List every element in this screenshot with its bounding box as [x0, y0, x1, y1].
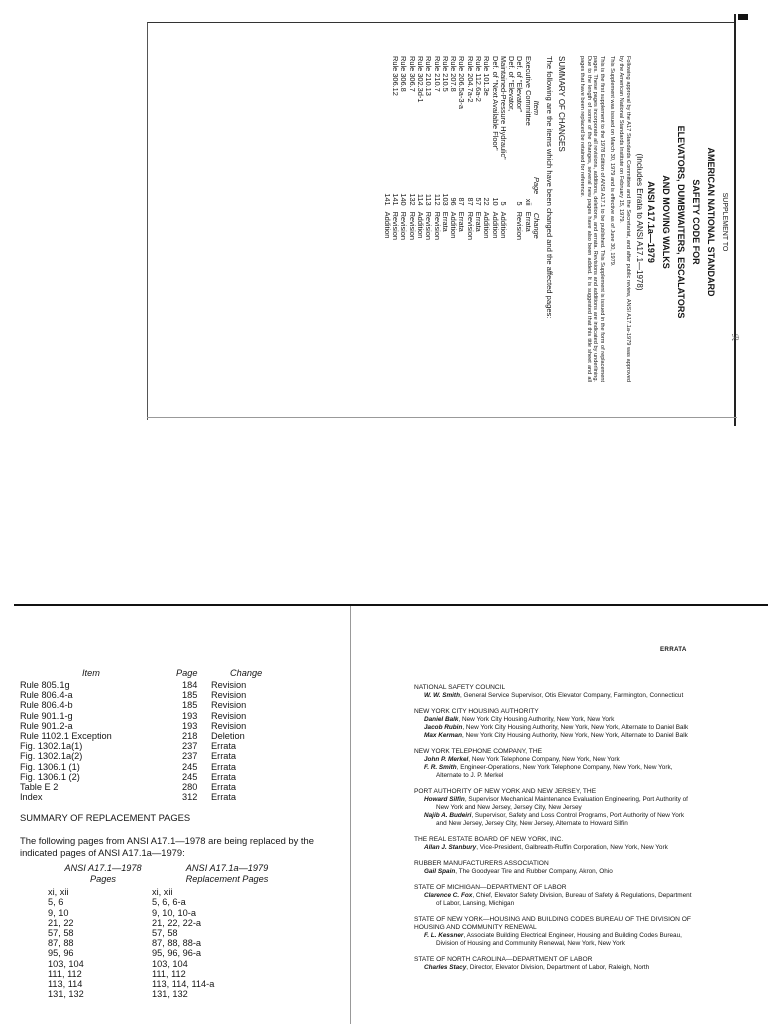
old-pages-cell: 111, 112: [48, 968, 82, 979]
item-cell: Maintained-Pressure Hydraulic": [498, 56, 508, 160]
old-pages-cell: 5, 6: [48, 897, 64, 908]
replacement-list: [20, 887, 350, 999]
list-item: [20, 897, 350, 907]
change-cell: Addition: [382, 211, 392, 239]
item-cell: Rule 210.7: [432, 56, 442, 92]
member-detail: , Associate Building Electrical Engineer, Housing and Building Codes Bureau, Division of Housing and Community Renewal, New York, New York: [436, 932, 682, 947]
organization-name: THE REAL ESTATE BOARD OF NEW YORK, INC.: [414, 836, 564, 843]
list-item: [20, 792, 350, 802]
item-cell: Index: [20, 792, 43, 803]
member-entry: [414, 796, 696, 812]
committee-roster: [414, 684, 696, 980]
member-entry: [414, 756, 696, 764]
replacement-intro: The following pages from ANSI A17.1—1978 are being replaced by the indicated pages of ANSI A17.1a—1979:: [20, 835, 314, 859]
list-item: [20, 948, 350, 958]
item-cell: Rule 806.4-a: [20, 690, 73, 701]
change-cell: Errata: [457, 211, 467, 232]
change-cell: Errata: [211, 741, 237, 752]
left-page-top-edge: [14, 604, 350, 606]
item-cell: [383, 56, 391, 166]
list-item: [20, 938, 350, 948]
list-item: [20, 731, 350, 741]
item-cell: Rule 101.3e: [482, 56, 492, 96]
new-pages-cell: 5, 6, 6-a: [152, 897, 186, 908]
page-cell: xii: [523, 198, 533, 206]
page-cell: 87: [457, 197, 467, 206]
list-item: [20, 918, 350, 928]
change-cell: Errata: [211, 781, 237, 792]
member-entry: [414, 764, 696, 780]
old-pages-cell: 9, 10: [48, 907, 69, 918]
organization-name: STATE OF NORTH CAROLINA—DEPARTMENT OF LABOR: [414, 956, 593, 963]
list-item: [20, 969, 350, 979]
member-entry: [414, 868, 696, 876]
table-row: [474, 56, 482, 246]
page-cell: 245: [182, 761, 198, 772]
organization-block: [414, 684, 696, 700]
change-cell: Revision: [465, 211, 475, 241]
old-pages-cell: 131, 132: [48, 989, 84, 1000]
change-cell: Errata: [211, 751, 237, 762]
change-cell: Revision: [515, 211, 525, 241]
page-cell: 218: [182, 730, 198, 741]
organization-name: STATE OF NEW YORK—HOUSING AND BUILDING CODES BUREAU OF THE DIVISION OF HOUSING AND COMMUNITY RENEWAL: [414, 916, 691, 931]
table-row: [383, 56, 391, 246]
col-item: Item: [82, 668, 100, 678]
list-item: [20, 700, 350, 710]
change-cell: Deletion: [211, 730, 245, 741]
organization-name: STATE OF MICHIGAN—DEPARTMENT OF LABOR: [414, 884, 567, 891]
page-cell: 5: [498, 201, 508, 206]
includes-note: (Includes Errata to ANSI A17.1—1978): [634, 153, 644, 291]
change-cell: Revision: [391, 211, 401, 241]
table-row: [432, 56, 440, 246]
replacement-paragraph: This is the first supplement to the 1978 Edition of ANSI A17.1 to be published. This Supplement is issued in the form of replacement pages. These pages incorporate all revisions, additions, deletions, and errata. Revisions and additions are indicated by underlining. Due to the length of some of the changes, several new pages have also been added. It is suggested that this title sheet and all pages that have been replaced be retained for reference.: [578, 56, 605, 382]
page-cell: 312: [182, 792, 198, 803]
list-item: [20, 928, 350, 938]
new-pages-cell: 131, 132: [152, 989, 188, 1000]
list-item: [20, 908, 350, 918]
change-cell: Errata: [211, 792, 237, 803]
table-row: [449, 56, 457, 246]
page-cell: 22: [482, 197, 492, 206]
change-cell: Revision: [211, 720, 247, 731]
member-name: Max Kerman: [424, 732, 463, 739]
old-pages-cell: 113, 114: [48, 978, 83, 989]
change-cell: Revision: [211, 690, 247, 701]
organization-name: RUBBER MANUFACTURERS ASSOCIATION: [414, 860, 549, 867]
summary-heading: SUMMARY OF CHANGES: [557, 56, 567, 152]
page-cell: 141: [382, 193, 392, 206]
table-row: [523, 56, 531, 246]
member-name: W. W. Smith: [424, 692, 460, 699]
member-name: Howard Silfin: [424, 796, 465, 803]
item-cell: Fig. 1306.1 (1): [20, 761, 80, 772]
list-item: [20, 959, 350, 969]
item-cell: Def. of "Next Available Floor": [490, 56, 500, 151]
new-pages-cell: xi, xii: [152, 887, 173, 898]
member-name: Clarence C. Fox: [424, 892, 473, 899]
item-cell: Rule 302.3d-1: [416, 56, 426, 103]
page-cell: 5: [515, 201, 525, 206]
page-cell: 280: [182, 781, 198, 792]
page-cell: 103: [440, 193, 450, 206]
page-cell: 10: [490, 197, 500, 206]
change-cell: Errata: [523, 211, 533, 232]
member-name: F. R. Smith: [424, 764, 457, 771]
change-cell: Addition: [482, 211, 492, 239]
change-cell: Addition: [416, 211, 426, 239]
new-pages-cell: 113, 114, 114-a: [152, 978, 215, 989]
member-name: Charles Stacy: [424, 964, 467, 971]
item-cell: Rule 210.5: [440, 56, 450, 92]
member-detail: , Vice-President, Galbreath-Ruffin Corporation, New York, New York: [476, 844, 668, 851]
organization-name: NEW YORK TELEPHONE COMPANY, THE: [414, 748, 542, 755]
member-detail: , Chief, Elevator Safety Division, Bureau of Safety & Regulations, Department of Labor, Lansing, Michigan: [436, 892, 692, 907]
replacement-header: [20, 863, 350, 887]
page-cell: [507, 166, 515, 212]
member-entry: [414, 932, 696, 948]
table-row: [482, 56, 490, 246]
page-cell: 132: [407, 193, 417, 206]
member-detail: , Supervisor, Safety and Loss Control Programs, Port Authority of New York and New Jersey, Jersey City, New Jersey, Alternate to Howard Silfin: [436, 812, 685, 827]
member-detail: , General Service Supervisor, Otis Elevator Company, Farmington, Connecticut: [459, 692, 684, 699]
page-cell: 193: [182, 710, 198, 721]
page-fold: [350, 606, 351, 1024]
rotated-page-content: [150, 28, 732, 416]
new-pages-cell: 57, 58: [152, 928, 178, 938]
item-cell: Rule 306.8: [399, 56, 409, 92]
col-page: Page: [176, 668, 198, 678]
old-pages-cell: 103, 104: [48, 958, 84, 969]
col-change: Change: [230, 668, 263, 678]
change-cell: Errata: [211, 761, 237, 772]
page-cell: 185: [182, 690, 198, 701]
item-cell: Fig. 1302.1a(2): [20, 751, 83, 762]
old-pages-cell: xi, xii: [48, 887, 69, 898]
page-cell: 96: [449, 197, 459, 206]
item-cell: Rule 1102.1 Exception: [20, 730, 112, 741]
member-entry: [414, 812, 696, 828]
page-cell: 112: [432, 193, 442, 206]
old-pages-cell: 21, 22: [48, 917, 74, 928]
member-name: F. L. Kessner: [424, 932, 464, 939]
change-cell: Addition: [449, 211, 459, 239]
member-name: Najib A. Budeiri: [424, 812, 472, 819]
organization-block: [414, 916, 696, 948]
table-row: [499, 56, 507, 246]
old-pages-cell: 57, 58: [48, 928, 74, 938]
member-name: Daniel Balk: [424, 716, 459, 723]
page-cell: 57: [474, 197, 483, 206]
item-cell: Rule 112.6a-2: [474, 56, 483, 102]
new-pages-cell: 21, 22, 22-a: [152, 917, 202, 928]
old-pages-cell: 95, 96: [48, 948, 74, 959]
member-entry: [414, 716, 696, 724]
item-cell: Rule 207.8: [449, 56, 459, 92]
page-cell: 237: [182, 741, 198, 752]
change-cell: Errata: [211, 771, 237, 782]
member-detail: , Supervisor Mechanical Maintenance Evaluation Engineering, Port Authority of New York and New Jersey, Jersey City, New Jersey: [436, 796, 688, 811]
item-cell: Fig. 1306.1 (2): [20, 771, 80, 782]
table-row: [416, 56, 424, 246]
approval-paragraph: Following approval by the A17 Standards Committee and the Secretariat, and after public review, ANSI A17.1a-1979 was approved by the American National Standards Institute on February 15, 1979.: [618, 56, 632, 382]
organization-name: NATIONAL SAFETY COUNCIL: [414, 684, 506, 691]
change-cell: Revision: [211, 680, 247, 690]
organization-block: [414, 836, 696, 852]
table-row: [457, 56, 465, 246]
col-change: Change: [532, 212, 542, 239]
page-cell: 113: [424, 193, 434, 206]
page-cell: 193: [182, 720, 198, 731]
item-cell: Rule 206.5a-3-a: [457, 56, 467, 110]
organization-block: [414, 860, 696, 876]
list-item: [20, 979, 350, 989]
page-cell: 87: [465, 197, 475, 206]
supplement-label: SUPPLEMENT TO: [721, 192, 728, 252]
member-name: John P. Merkel: [424, 756, 469, 763]
new-pages-cell: 9, 10, 10-a: [152, 907, 196, 918]
item-cell: Fig. 1302.1a(1): [20, 741, 83, 752]
item-cell: Rule 204.7a-2: [465, 56, 475, 103]
handwritten-mark: ℛ: [730, 333, 741, 342]
table-row: [507, 56, 515, 246]
item-cell: Rule 210.13: [424, 56, 434, 96]
col-item: Item: [532, 100, 542, 116]
member-detail: , Engineer-Operations, New York Telephone Company, New York, New York, Alternate to J. P. Merkel: [436, 764, 673, 779]
list-item: [20, 762, 350, 772]
item-cell: Executive Committee: [523, 56, 533, 126]
change-cell: [507, 212, 515, 246]
new-pages-cell: 103, 104: [152, 958, 188, 969]
organization-name: NEW YORK CITY HOUSING AUTHORITY: [414, 708, 539, 715]
item-cell: Rule 306.12: [391, 56, 401, 96]
member-name: Gail Spain: [424, 868, 456, 875]
left-page: [20, 668, 350, 999]
standard-title-2: SAFETY CODE FOR: [690, 179, 701, 265]
item-cell: Rule 806.4-b: [20, 700, 73, 711]
member-detail: , New York Telephone Company, New York, New York: [468, 756, 620, 763]
old-pages-cell: 87, 88: [48, 938, 74, 949]
member-detail: , New York City Housing Authority, New York, New York: [458, 716, 615, 723]
member-detail: , Director, Elevator Division, Department of Labor, Raleigh, North: [466, 964, 650, 971]
list-item: [20, 680, 350, 690]
change-cell: Revision: [424, 211, 434, 241]
change-cell: Revision: [432, 211, 442, 241]
member-entry: [414, 892, 696, 908]
changes-header: [20, 668, 350, 680]
standard-designation: ANSI A17.1a—1979: [646, 181, 657, 263]
list-item: [20, 887, 350, 897]
change-cell: Revision: [399, 211, 409, 241]
page-cell: 237: [182, 751, 198, 762]
standard-title-3: ELEVATORS, DUMBWAITERS, ESCALATORS: [676, 125, 687, 319]
table-row: [490, 56, 498, 246]
change-cell: Addition: [498, 211, 508, 239]
list-item: [20, 711, 350, 721]
list-item: [20, 741, 350, 751]
change-cell: Revision: [211, 710, 247, 721]
changes-table: [383, 56, 541, 246]
new-pages-cell: 95, 96, 96-a: [152, 948, 202, 959]
page-edge-line: [147, 417, 737, 418]
change-cell: Errata: [474, 211, 483, 232]
organization-block: [414, 788, 696, 828]
member-entry: [414, 692, 696, 700]
old-pages-header: ANSI A17.1—1978 Pages: [64, 863, 142, 885]
new-pages-cell: 87, 88, 88-a: [152, 938, 202, 949]
standard-title-4: AND MOVING WALKS: [661, 175, 672, 269]
new-pages-cell: 111, 112: [152, 968, 186, 979]
member-name: Allan J. Stanbury: [424, 844, 477, 851]
member-entry: [414, 964, 696, 972]
organization-block: [414, 708, 696, 740]
page-corner-mark: [738, 14, 748, 20]
organization-name: PORT AUTHORITY OF NEW YORK AND NEW JERSEY, THE: [414, 788, 597, 795]
page-cell: 185: [182, 700, 198, 711]
item-cell: Def. of "Elevator,: [507, 56, 517, 112]
change-cell: Revision: [407, 211, 417, 241]
right-page-top-edge: [350, 604, 768, 606]
new-pages-header: ANSI A17.1a—1979 Replacement Pages: [185, 863, 269, 885]
list-item: [20, 751, 350, 761]
member-entry: [414, 844, 696, 852]
list-item: [20, 989, 350, 999]
table-row: [465, 56, 473, 246]
page-cell: 140: [399, 193, 409, 206]
member-name: Jacob Rubin: [424, 724, 463, 731]
item-cell: Table E 2: [20, 781, 59, 792]
page-cell: 245: [182, 771, 198, 782]
list-item: [20, 782, 350, 792]
list-item: [20, 721, 350, 731]
item-cell: Rule 901.2-a: [20, 720, 73, 731]
standard-title-1: AMERICAN NATIONAL STANDARD: [705, 147, 716, 297]
organization-block: [414, 748, 696, 780]
issue-paragraph: This Supplement was issued on March 30, 1979 and is effective as of June 30, 1979.: [608, 56, 615, 267]
item-cell: Rule 306.7: [407, 56, 417, 92]
organization-block: [414, 956, 696, 972]
page-cell: 114: [416, 193, 426, 206]
change-cell: Errata: [440, 211, 450, 232]
table-row: [391, 56, 399, 246]
table-row: [441, 56, 449, 246]
item-cell: Def. of "Elevator": [515, 56, 525, 113]
member-detail: , New York City Housing Authority, New York, New York, Alternate to Daniel Balk: [462, 724, 689, 731]
item-cell: Rule 901.1-g: [20, 710, 73, 721]
list-item: [20, 690, 350, 700]
table-row: [424, 56, 432, 246]
change-cell: Addition: [490, 211, 500, 239]
changes-list: [20, 680, 350, 802]
running-head: ERRATA: [660, 646, 687, 653]
item-cell: Rule 805.1g: [20, 680, 70, 690]
change-cell: Revision: [211, 700, 247, 711]
member-entry: [414, 732, 696, 740]
replacement-heading: SUMMARY OF REPLACEMENT PAGES: [20, 812, 191, 824]
organization-block: [414, 884, 696, 908]
member-detail: , New York City Housing Authority, New York, New York, Alternate to Daniel Balk: [462, 732, 688, 739]
member-detail: , The Goodyear Tire and Rubber Company, Akron, Ohio: [455, 868, 613, 875]
table-row: [407, 56, 415, 246]
page-cell: 184: [182, 680, 198, 690]
member-entry: [414, 724, 696, 732]
page-cell: 141: [391, 193, 401, 206]
col-page: Page: [532, 177, 542, 195]
list-item: [20, 772, 350, 782]
table-row: [399, 56, 407, 246]
page-edge-shadow: [734, 14, 736, 426]
supplement-title-page: [150, 28, 732, 416]
summary-intro: The following are the items which have been changed and the affected pages:: [544, 56, 554, 319]
table-row: [515, 56, 523, 246]
